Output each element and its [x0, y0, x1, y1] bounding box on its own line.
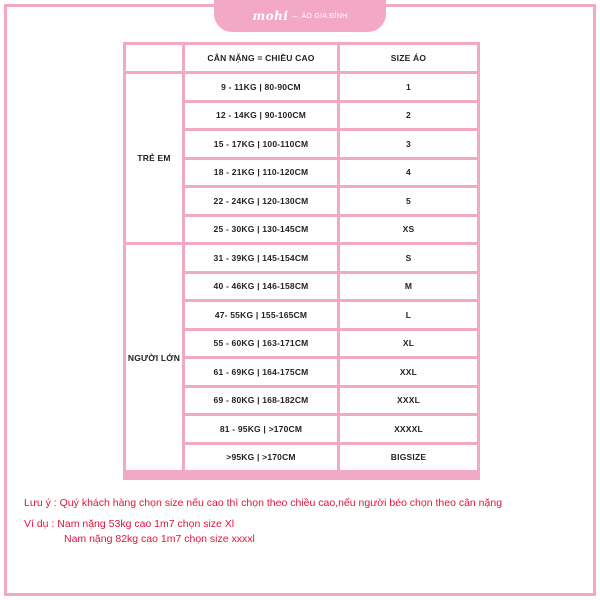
weight-height-cell: 81 - 95KG | >170CM [185, 416, 337, 442]
weight-height-cell: 9 - 11KG | 80-90CM [185, 74, 337, 100]
weight-height-cell: 25 - 30KG | 130-145CM [185, 217, 337, 243]
weight-height-cell: 15 - 17KG | 100-110CM [185, 131, 337, 157]
weight-height-cell: 12 - 14KG | 90-100CM [185, 103, 337, 129]
group-label: NGƯỜI LỚN [126, 245, 182, 470]
group-label: TRẺ EM [126, 74, 182, 242]
size-cell: M [340, 274, 477, 300]
size-cell: XL [340, 331, 477, 357]
size-cell: 4 [340, 160, 477, 186]
size-cell: XXL [340, 359, 477, 385]
header-corner-cell [126, 45, 182, 71]
size-cell: 5 [340, 188, 477, 214]
brand-banner [214, 0, 386, 32]
size-cell: S [340, 245, 477, 271]
weight-height-cell: 31 - 39KG | 145-154CM [185, 245, 337, 271]
weight-height-cell: >95KG | >170CM [185, 445, 337, 471]
size-cell: 1 [340, 74, 477, 100]
size-cell: XS [340, 217, 477, 243]
size-cell: XXXXL [340, 416, 477, 442]
example-text-2: Nam nặng 82kg cao 1m7 chọn size xxxxl [64, 533, 255, 545]
note-text: Quý khách hàng chọn size nếu cao thì chọn theo chiều cao,nếu người béo chọn theo cân nặng [59, 497, 503, 509]
weight-height-cell: 40 - 46KG | 146-158CM [185, 274, 337, 300]
note-line [24, 497, 502, 509]
example-label: Ví dụ : [24, 518, 55, 530]
brand-logo: mohi [252, 9, 289, 23]
header-size: SIZE ÁO [340, 45, 477, 71]
weight-height-cell: 61 - 69KG | 164-175CM [185, 359, 337, 385]
size-chart-table [123, 42, 480, 480]
size-cell: XXXL [340, 388, 477, 414]
brand-tagline: ÁO GIA ĐÌNH [301, 12, 348, 20]
size-cell: BIGSIZE [340, 445, 477, 471]
brand-separator: – [292, 11, 298, 21]
weight-height-cell: 69 - 80KG | 168-182CM [185, 388, 337, 414]
example-text-1: Nam nặng 53kg cao 1m7 chọn size Xl [57, 518, 235, 530]
weight-height-cell: 55 - 60KG | 163-171CM [185, 331, 337, 357]
example-line-1 [24, 518, 234, 530]
weight-height-cell: 22 - 24KG | 120-130CM [185, 188, 337, 214]
size-cell: 3 [340, 131, 477, 157]
note-label: Lưu ý : [24, 497, 57, 509]
weight-height-cell: 47- 55KG | 155-165CM [185, 302, 337, 328]
size-cell: L [340, 302, 477, 328]
example-line-2 [64, 533, 255, 545]
size-cell: 2 [340, 103, 477, 129]
weight-height-cell: 18 - 21KG | 110-120CM [185, 160, 337, 186]
header-measure: CÂN NẶNG = CHIỀU CAO [185, 45, 337, 71]
